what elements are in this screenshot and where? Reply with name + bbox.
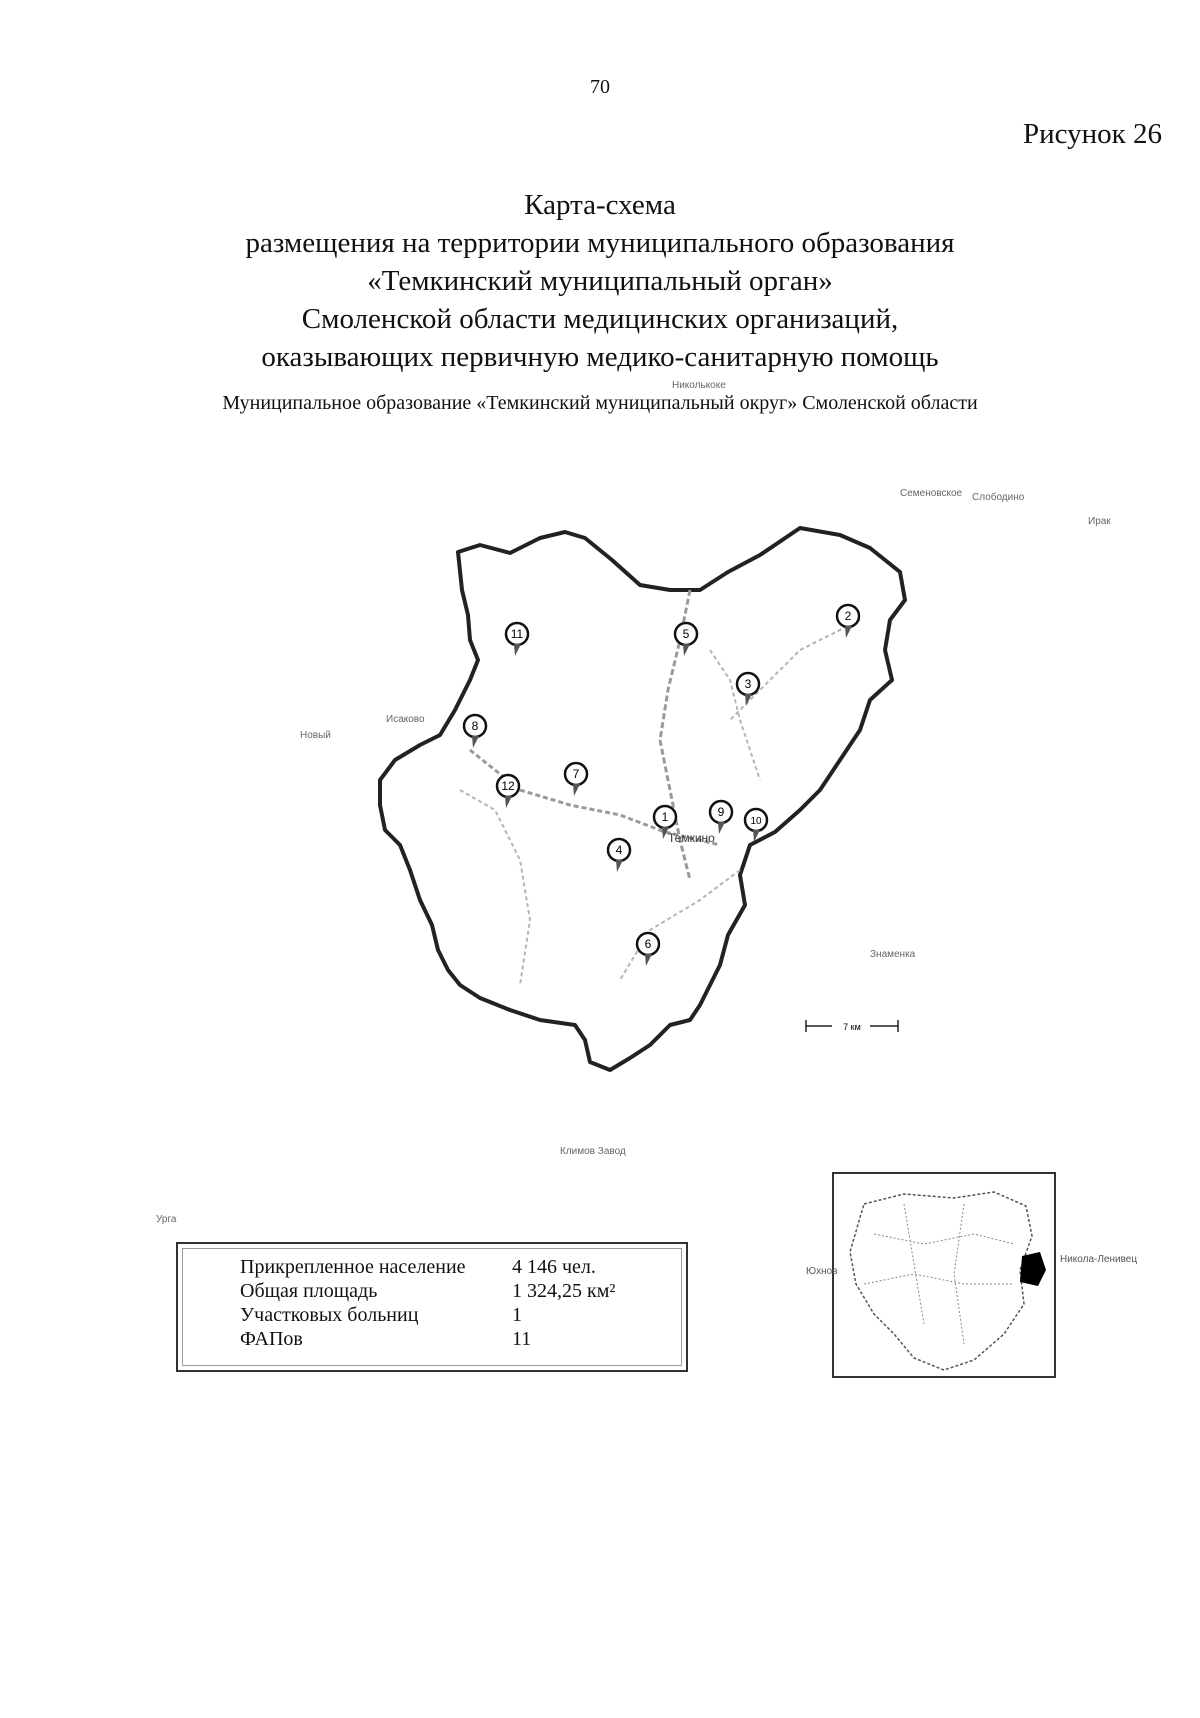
place-label: Урга xyxy=(156,1214,177,1225)
svg-text:11: 11 xyxy=(510,627,524,641)
svg-text:7: 7 xyxy=(572,767,580,781)
svg-text:9: 9 xyxy=(717,805,725,819)
inset-label: Юхнов xyxy=(806,1266,838,1277)
title-line: Карта-схема xyxy=(524,189,676,221)
stat-row xyxy=(240,1304,522,1327)
figure-label: Рисунок 26 xyxy=(1023,118,1162,150)
title-line: «Темкинский муниципальный орган» xyxy=(367,265,833,297)
stat-label: Участковых больниц xyxy=(240,1304,419,1326)
center-label: Темкино xyxy=(668,831,715,845)
stat-row xyxy=(240,1328,531,1351)
place-label: Исаково xyxy=(386,714,425,725)
svg-text:1: 1 xyxy=(661,810,669,824)
stat-row xyxy=(240,1256,596,1279)
svg-text:2: 2 xyxy=(844,609,852,623)
stat-value: 1 xyxy=(512,1304,522,1326)
stat-value: 1 324,25 км² xyxy=(512,1280,616,1302)
stat-label: Общая площадь xyxy=(240,1280,378,1302)
scale-label: 7 км xyxy=(843,1022,861,1032)
place-label: Ирак xyxy=(1088,516,1111,527)
district-border xyxy=(380,528,905,1070)
stats-box xyxy=(176,1242,688,1372)
title-line: Смоленской области медицинских организаций, xyxy=(301,303,899,335)
map-subtitle: Муниципальное образование «Темкинский муниципальный округ» Смоленской области xyxy=(222,392,978,414)
page-number: 70 xyxy=(590,76,610,98)
place-label: Знаменка xyxy=(870,949,916,960)
stat-label: Прикрепленное население xyxy=(240,1256,466,1278)
svg-text:10: 10 xyxy=(750,816,762,827)
svg-text:6: 6 xyxy=(644,937,652,951)
highlighted-district xyxy=(1020,1252,1046,1286)
svg-text:8: 8 xyxy=(471,719,479,733)
scale-bar xyxy=(806,1020,898,1032)
locator-inset xyxy=(832,1172,1056,1378)
place-label: Слободино xyxy=(972,492,1025,503)
place-label: Николькоке xyxy=(672,380,726,391)
title-line: оказывающих первичную медико-санитарную помощь xyxy=(261,341,939,373)
stat-row xyxy=(240,1280,615,1303)
stat-value: 4 146 чел. xyxy=(512,1256,596,1278)
svg-text:12: 12 xyxy=(501,779,515,793)
svg-text:3: 3 xyxy=(744,677,752,691)
svg-text:4: 4 xyxy=(615,843,623,857)
stat-label: ФАПов xyxy=(240,1328,303,1350)
inset-label: Никола-Ленивец xyxy=(1060,1254,1138,1265)
title-line: размещения на территории муниципального образования xyxy=(245,227,955,259)
place-label: Новый xyxy=(300,730,331,741)
region-outline-map xyxy=(834,1174,1054,1376)
place-label: Климов Завод xyxy=(560,1146,626,1157)
place-label: Семеновское xyxy=(900,488,963,499)
stat-value: 11 xyxy=(512,1328,532,1350)
svg-text:5: 5 xyxy=(682,627,690,641)
